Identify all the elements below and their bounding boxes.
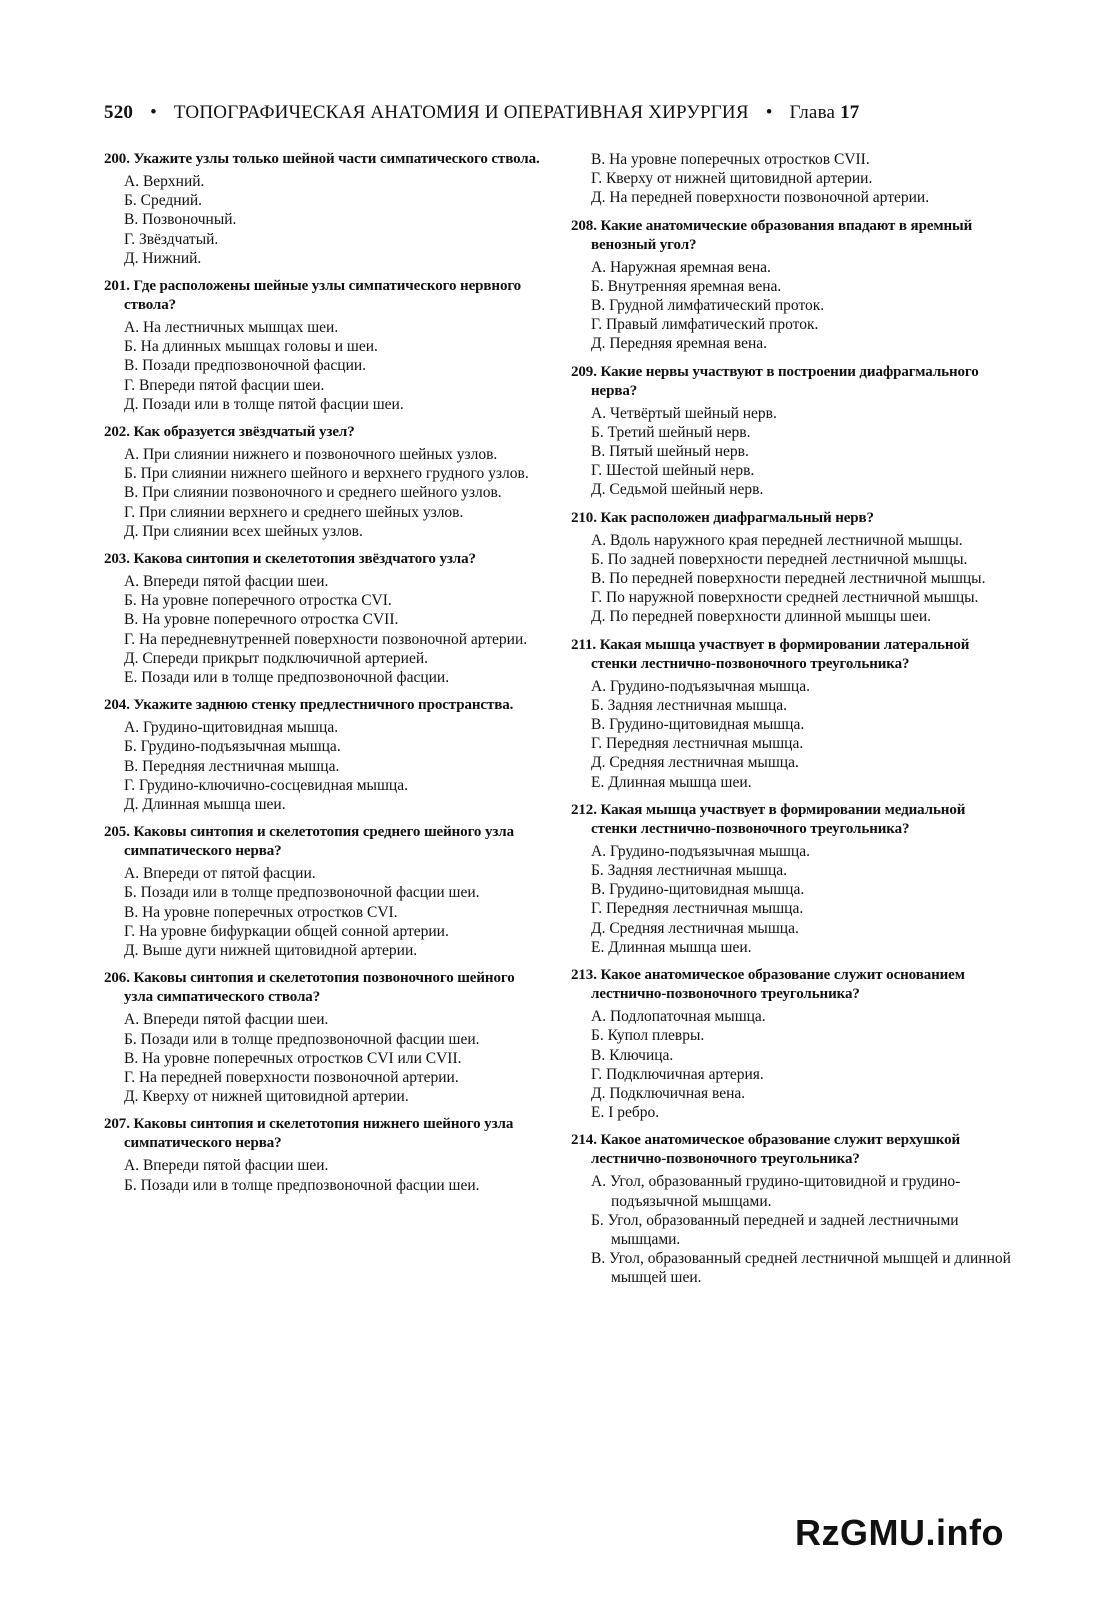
answer-option: Д. При слиянии всех шейных узлов. [124, 522, 363, 540]
answer-option: Г. Грудино-ключично-сосцевидная мышца. [124, 776, 408, 794]
answer-option: А. Впереди от пятой фасции. [124, 865, 316, 883]
answer-option: А. Грудино-подъязычная мышца. [591, 677, 810, 695]
question-text: Какие анатомические образования впадают в яремный венозный угол? [591, 217, 973, 253]
answer-option: Б. Третий шейный нерв. [591, 423, 751, 441]
answer-option: Г. На передневнутренней поверхности позвоночной артерии. [124, 630, 528, 648]
answer-option: А. Четвёртый шейный нерв. [591, 404, 777, 422]
question-title [104, 550, 544, 569]
answer-option: Д. Передняя яремная вена. [591, 335, 768, 353]
answer-option: Б. На длинных мышцах головы и шеи. [124, 338, 378, 356]
answer-option: Б. По задней поверхности передней лестничной мышцы. [591, 550, 968, 568]
answer-option: В. Позвоночный. [124, 211, 237, 229]
answer-option: Д. На передней поверхности позвоночной артерии. [591, 189, 930, 207]
answer-option: Е. I ребро. [591, 1104, 660, 1122]
question-number: 203. [104, 551, 130, 568]
answer-option: А. Угол, образованный грудино-щитовидной и грудино-подъязычной мышцами. [591, 1173, 961, 1210]
question-title [571, 801, 1011, 839]
question-number: 211. [571, 636, 597, 653]
answer-option: Б. Купол плевры. [591, 1027, 705, 1045]
answer-option: В. Позади предпозвоночной фасции. [124, 357, 367, 375]
answer-option: Г. Шестой шейный нерв. [591, 462, 755, 480]
answer-option: Д. Средняя лестничная мышца. [591, 754, 799, 772]
answer-option: А. Наружная яремная вена. [591, 258, 771, 276]
answer-option: Д. Седьмой шейный нерв. [591, 481, 764, 499]
question-block [571, 636, 1011, 792]
question-block [571, 801, 1011, 957]
question-block [104, 550, 544, 687]
question-text: Как расположен диафрагмальный нерв? [600, 509, 874, 526]
answer-option: Г. Передняя лестничная мышца. [591, 900, 804, 918]
answer-option: В. Угол, образованный средней лестничной мышцей и длинной мышцей шеи. [591, 1250, 1011, 1287]
answer-option: Д. Длинная мышца шеи. [124, 796, 286, 814]
question-number: 204. [104, 697, 130, 714]
continued-options [571, 150, 1011, 208]
question-number: 210. [571, 509, 597, 526]
answer-option: В. На уровне поперечных отростков CVI или CVII. [124, 1049, 462, 1067]
answer-option: А. Грудино-щитовидная мышца. [124, 719, 339, 737]
question-title [571, 1131, 1011, 1169]
question-title [571, 966, 1011, 1004]
question-title [571, 509, 1011, 528]
question-text: Какая мышца участвует в формировании медиальной стенки лестнично-позвоночного треугольника? [591, 801, 966, 837]
answer-option: Г. Звёздчатый. [124, 230, 219, 248]
question-text: Какие нервы участвуют в построении диафрагмального нерва? [591, 363, 979, 399]
chapter-number: 17 [840, 102, 860, 123]
answer-option: В. Грудино-щитовидная мышца. [591, 881, 805, 899]
question-title [104, 823, 544, 861]
left-column [104, 150, 544, 1204]
question-number: 213. [571, 967, 597, 984]
page-number: 520 [104, 102, 134, 123]
answer-option: Г. При слиянии верхнего и среднего шейных узлов. [124, 503, 464, 521]
question-block [104, 277, 544, 414]
question-number: 212. [571, 801, 597, 818]
answer-option: Д. По передней поверхности длинной мышцы шеи. [591, 608, 932, 626]
question-block [104, 423, 544, 541]
answer-option: Д. Кверху от нижней щитовидной артерии. [124, 1088, 409, 1106]
answer-option: Г. Передняя лестничная мышца. [591, 735, 804, 753]
question-title [571, 636, 1011, 674]
question-text: Каковы синтопия и скелетотопия позвоночного шейного узла симпатического ствола? [124, 970, 515, 1006]
header-separator: • [150, 102, 157, 123]
answer-option: Г. Подключичная артерия. [591, 1065, 764, 1083]
question-block [571, 509, 1011, 627]
answer-option: В. На уровне поперечных отростков CVII. [591, 151, 870, 168]
answer-option: Б. Задняя лестничная мышца. [591, 862, 788, 880]
right-questions [571, 217, 1011, 1288]
answer-option: А. При слиянии нижнего и позвоночного шейных узлов. [124, 446, 498, 464]
answer-option: А. Впереди пятой фасции шеи. [124, 1157, 329, 1175]
answer-option: Г. На уровне бифуркации общей сонной артерии. [124, 922, 449, 940]
answer-option: Б. Внутренняя яремная вена. [591, 277, 782, 295]
question-number: 205. [104, 824, 130, 841]
question-text: Каковы синтопия и скелетотопия нижнего шейного узла симпатического нерва? [124, 1116, 514, 1152]
answer-option: Б. Угол, образованный передней и задней лестничными мышцами. [591, 1211, 959, 1248]
answer-option: Е. Длинная мышца шеи. [591, 938, 752, 956]
answer-option: Б. Позади или в толще предпозвоночной фасции шеи. [124, 1030, 480, 1048]
right-column [571, 150, 1011, 1297]
answer-option: Г. Правый лимфатический проток. [591, 316, 819, 334]
answer-option: Г. На передней поверхности позвоночной артерии. [124, 1068, 459, 1086]
question-number: 214. [571, 1132, 597, 1149]
question-title [104, 150, 544, 169]
answer-option: В. Пятый шейный нерв. [591, 443, 749, 461]
question-block [104, 1115, 544, 1194]
question-title [104, 696, 544, 715]
question-title [571, 363, 1011, 401]
answer-option: Д. Спереди прикрыт подключичной артерией. [124, 649, 429, 667]
answer-option: Д. Подключичная вена. [591, 1084, 746, 1102]
answer-option: А. На лестничных мышцах шеи. [124, 319, 339, 337]
answer-option: Д. Выше дуги нижней щитовидной артерии. [124, 942, 418, 960]
answer-option: Б. При слиянии нижнего шейного и верхнего грудного узлов. [124, 465, 529, 483]
question-block [104, 696, 544, 814]
answer-option: В. На уровне поперечного отростка CVII. [124, 611, 399, 629]
answer-option: А. Впереди пятой фасции шеи. [124, 573, 329, 591]
answer-option: Б. Задняя лестничная мышца. [591, 696, 788, 714]
answer-option: А. Подлопаточная мышца. [591, 1008, 766, 1026]
answer-option: Е. Позади или в толще предпозвоночной фасции. [124, 669, 450, 687]
chapter-label: Глава [789, 102, 836, 123]
question-number: 200. [104, 151, 130, 167]
question-number: 206. [104, 970, 130, 987]
header-separator: • [765, 102, 773, 123]
question-block [571, 217, 1011, 354]
answer-option: Б. Позади или в толще предпозвоночной фасции шеи. [124, 1176, 480, 1194]
question-number: 201. [104, 278, 130, 295]
answer-option: Г. Кверху от нижней щитовидной артерии. [591, 170, 873, 188]
question-text: Укажите заднюю стенку предлестничного пространства. [133, 697, 514, 714]
answer-option: А. Впереди пятой фасции шеи. [124, 1011, 329, 1029]
question-text: Где расположены шейные узлы симпатического нервного ствола? [124, 278, 522, 314]
book-title: ТОПОГРАФИЧЕСКАЯ АНАТОМИЯ И ОПЕРАТИВНАЯ ХИРУРГИЯ [173, 102, 749, 123]
watermark: RzGMU.info [795, 1512, 1004, 1553]
answer-option: В. Грудино-щитовидная мышца. [591, 716, 805, 734]
answer-option: Г. По наружной поверхности средней лестничной мышцы. [591, 589, 979, 607]
question-number: 202. [104, 424, 130, 441]
answer-option: Е. Длинная мышца шеи. [591, 773, 752, 791]
answer-option: Д. Позади или в толще пятой фасции шеи. [124, 395, 404, 413]
answer-option: В. Грудной лимфатический проток. [591, 297, 825, 315]
question-block [571, 966, 1011, 1122]
answer-option: Д. Нижний. [124, 249, 202, 267]
answer-option: В. На уровне поперечных отростков CVI. [124, 903, 398, 921]
question-text: Как образуется звёздчатый узел? [133, 424, 355, 441]
question-text: Какая мышца участвует в формировании латеральной стенки лестнично-позвоночного треугольника? [591, 636, 970, 672]
question-number: 209. [571, 363, 597, 380]
question-title [104, 969, 544, 1007]
question-title [104, 277, 544, 315]
question-block [104, 969, 544, 1106]
question-text: Какое анатомическое образование служит верхушкой лестнично-позвоночного треугольника? [591, 1132, 961, 1168]
answer-option: Д. Средняя лестничная мышца. [591, 919, 799, 937]
question-block [104, 150, 544, 268]
answer-option: Г. Впереди пятой фасции шеи. [124, 376, 325, 394]
question-block [571, 1131, 1011, 1287]
answer-option: Б. Средний. [124, 192, 203, 210]
question-block [571, 363, 1011, 500]
answer-option: В. Передняя лестничная мышца. [124, 757, 340, 775]
question-title [104, 423, 544, 442]
page-header [104, 102, 964, 124]
answer-option: А. Вдоль наружного края передней лестничной мышцы. [591, 531, 963, 549]
question-block [104, 823, 544, 960]
question-text: Каковы синтопия и скелетотопия среднего шейного узла симпатического нерва? [124, 824, 515, 860]
answer-option: В. По передней поверхности передней лестничной мышцы. [591, 570, 986, 588]
question-text: Какова синтопия и скелетотопия звёздчатого узла? [133, 551, 476, 568]
answer-option: В. При слиянии позвоночного и среднего шейного узлов. [124, 484, 502, 502]
answer-option: Б. Позади или в толще предпозвоночной фасции шеи. [124, 884, 480, 902]
answer-option: Б. Грудино-подъязычная мышца. [124, 738, 341, 756]
answer-option: В. Ключица. [591, 1046, 674, 1064]
question-title [571, 217, 1011, 255]
question-number: 208. [571, 217, 597, 234]
answer-option: А. Грудино-подъязычная мышца. [591, 842, 810, 860]
answer-option: А. Верхний. [124, 173, 205, 190]
question-text: Укажите узлы только шейной части симпатического ствола. [133, 151, 540, 167]
question-title [104, 1115, 544, 1153]
question-text: Какое анатомическое образование служит основанием лестнично-позвоночного треугольника? [591, 967, 965, 1003]
question-number: 207. [104, 1116, 130, 1133]
answer-option: Б. На уровне поперечного отростка CVI. [124, 592, 392, 610]
